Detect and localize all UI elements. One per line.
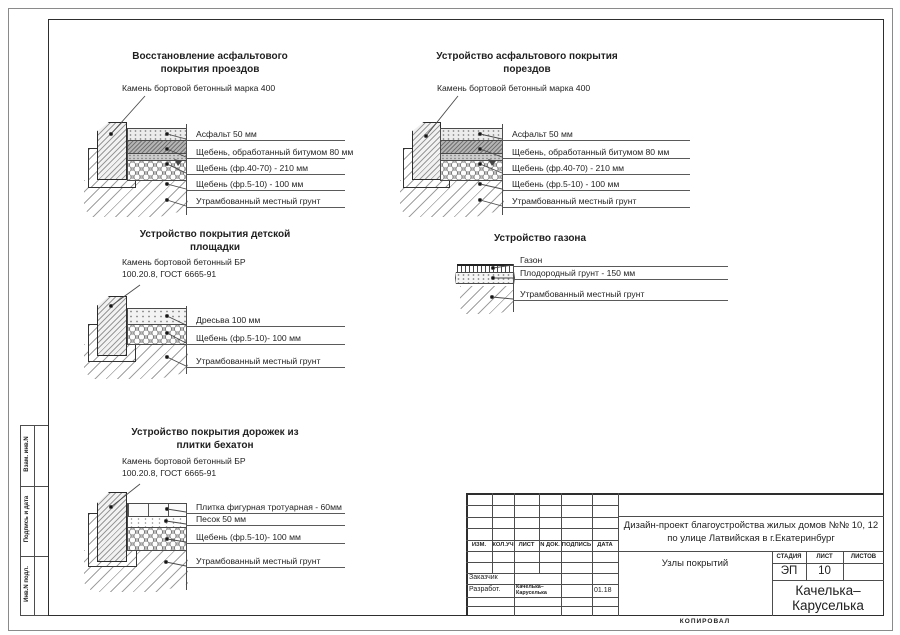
tb-sheets-label: ЛИСТОВ — [850, 554, 877, 560]
detail1-title: Восстановление асфальтового покрытия проездов — [132, 51, 288, 75]
detail1-layer-label: Щебень (фр.40-70) - 210 мм — [186, 160, 345, 175]
detail2-layer-label: Асфальт 50 мм — [502, 126, 690, 141]
detail1-layer-label: Щебень (фр.5-10) - 100 мм — [186, 176, 345, 191]
tb-developer-label: Разработ. — [469, 586, 501, 593]
detail2-curb-note: Камень бортовой бетонный марка 400 — [437, 83, 591, 93]
detail1-layer-label: Утрамбованный местный грунт — [186, 193, 345, 208]
detail5-layer-label: Песок 50 мм — [186, 511, 345, 526]
detail2-layer-label: Утрамбованный местный грунт — [502, 193, 690, 208]
detail1-curb-note: Камень бортовой бетонный марка 400 — [122, 83, 276, 93]
titleblock-line — [514, 493, 515, 616]
detail5-curb-stone — [97, 492, 127, 562]
detail4-title: Устройство газона — [493, 233, 587, 244]
detail5-layer-label: Утрамбованный местный грунт — [186, 553, 345, 568]
tb-stage-value: ЭП — [780, 565, 798, 577]
margin-label-vzam: Взам. инв.N — [24, 436, 30, 472]
titleblock-line — [466, 528, 618, 529]
titleblock-line — [466, 597, 618, 598]
detail3-layer-label: Щебень (фр.5-10)- 100 мм — [186, 330, 345, 345]
titleblock-line — [466, 562, 618, 563]
titleblock-line — [466, 540, 618, 541]
titleblock-line — [618, 516, 884, 517]
titleblock-line — [466, 505, 618, 506]
detail4-layer-label: Плодородный грунт - 150 мм — [513, 265, 728, 280]
tb-col-podpis: ПОДПИСЬ — [561, 542, 592, 548]
titleblock-line — [492, 493, 493, 573]
titleblock-line — [772, 580, 884, 581]
detail1-layer-label: Щебень, обработанный битумом 80 мм — [186, 144, 345, 159]
detail1-layer-label: Асфальт 50 мм — [186, 126, 345, 141]
tb-col-data: ДАТА — [597, 542, 613, 548]
margin-col-line — [20, 425, 21, 616]
titleblock-line — [466, 493, 884, 495]
tb-col-ndok: N ДОК. — [540, 542, 560, 548]
tb-sheet-name: Узлы покрытий — [661, 558, 729, 569]
margin-col-line — [20, 615, 48, 616]
titleblock-line — [466, 606, 618, 607]
detail2-layer-label: Щебень (фр.5-10) - 100 мм — [502, 176, 690, 191]
tb-col-list: ЛИСТ — [518, 542, 535, 548]
detail3-title: Устройство покрытия детской площадки — [139, 229, 291, 253]
tb-developer-signature: Качелька– Каруселька — [516, 584, 547, 596]
titleblock-line — [772, 563, 884, 564]
tb-col-izm: ИЗМ. — [471, 542, 487, 548]
detail3-curb-stone — [97, 296, 127, 356]
tb-col-koluch: КОЛ.УЧ — [492, 542, 514, 548]
margin-col-line — [34, 425, 35, 616]
detail2-bitumen-gravel-layer — [440, 140, 503, 154]
tb-stage-label: СТАДИЯ — [776, 554, 802, 560]
detail1-bitumen-gravel-layer — [127, 140, 187, 154]
detail2-layer-label: Щебень (фр.40-70) - 210 мм — [502, 160, 690, 175]
margin-label-podpis: Подпись и дата — [24, 495, 30, 543]
detail3-layer-label: Дресьва 100 мм — [186, 312, 345, 327]
detail2-curb-stone — [412, 122, 441, 180]
detail5-gravel-5-10-layer — [127, 527, 187, 551]
titleblock-line — [466, 551, 618, 552]
tb-date-value: 01.18 — [594, 587, 612, 594]
tb-project-title: Дизайн-проект благоустройства жилых домов №№ 10, 12 по улице Латвийская в г.Екатеринбург — [623, 520, 879, 544]
detail4-ground — [460, 286, 513, 314]
detail3-layer-label: Утрамбованный местный грунт — [186, 353, 345, 368]
tb-sheet-label: ЛИСТ — [816, 554, 833, 560]
titleblock-line — [466, 517, 618, 518]
titleblock-line — [561, 493, 562, 616]
titleblock-line — [539, 493, 540, 573]
detail3-dresva-layer — [127, 308, 187, 325]
titleblock-line — [618, 551, 884, 552]
detail5-layer-label: Плитка фигурная тротуарная - 60мм — [186, 499, 345, 514]
detail1-curb-stone — [97, 122, 127, 180]
titleblock-line — [618, 493, 619, 616]
detail2-layer-label: Щебень, обработанный битумом 80 мм — [502, 144, 690, 159]
detail1-gravel-5-10-layer — [127, 160, 187, 181]
tb-sheet-value: 10 — [818, 565, 831, 577]
margin-label-inv: Инв.N подл. — [24, 566, 30, 602]
detail2-title: Устройство асфальтового покрытия порездов — [436, 51, 618, 75]
detail4-layer-label: Газон — [513, 252, 728, 267]
detail5-curb-note: Камень бортовой бетонный БР 100.20.8, ГОСТ 6665-91 — [122, 456, 246, 478]
titleblock-line — [592, 493, 593, 616]
detail5-title: Устройство покрытия дорожек из плитки бехатон — [131, 427, 299, 451]
detail3-curb-note: Камень бортовой бетонный БР 100.20.8, ГОСТ 6665-91 — [122, 257, 246, 279]
copied-label: КОПИРОВАЛ — [679, 618, 731, 625]
detail5-paving-tile-layer — [127, 503, 187, 517]
detail4-grass-layer — [457, 264, 514, 272]
detail3-gravel-5-10-layer — [127, 324, 187, 345]
detail5-layer-label: Щебень (фр.5-10)- 100 мм — [186, 529, 345, 544]
tb-company-name: Качелька– Каруселька — [792, 583, 864, 613]
detail4-layer-label: Утрамбованный местный грунт — [513, 286, 728, 301]
detail2-gravel-5-10-layer — [440, 160, 503, 181]
tb-customer-label: Заказчик — [469, 574, 498, 581]
detail4-topsoil-layer — [455, 272, 515, 284]
